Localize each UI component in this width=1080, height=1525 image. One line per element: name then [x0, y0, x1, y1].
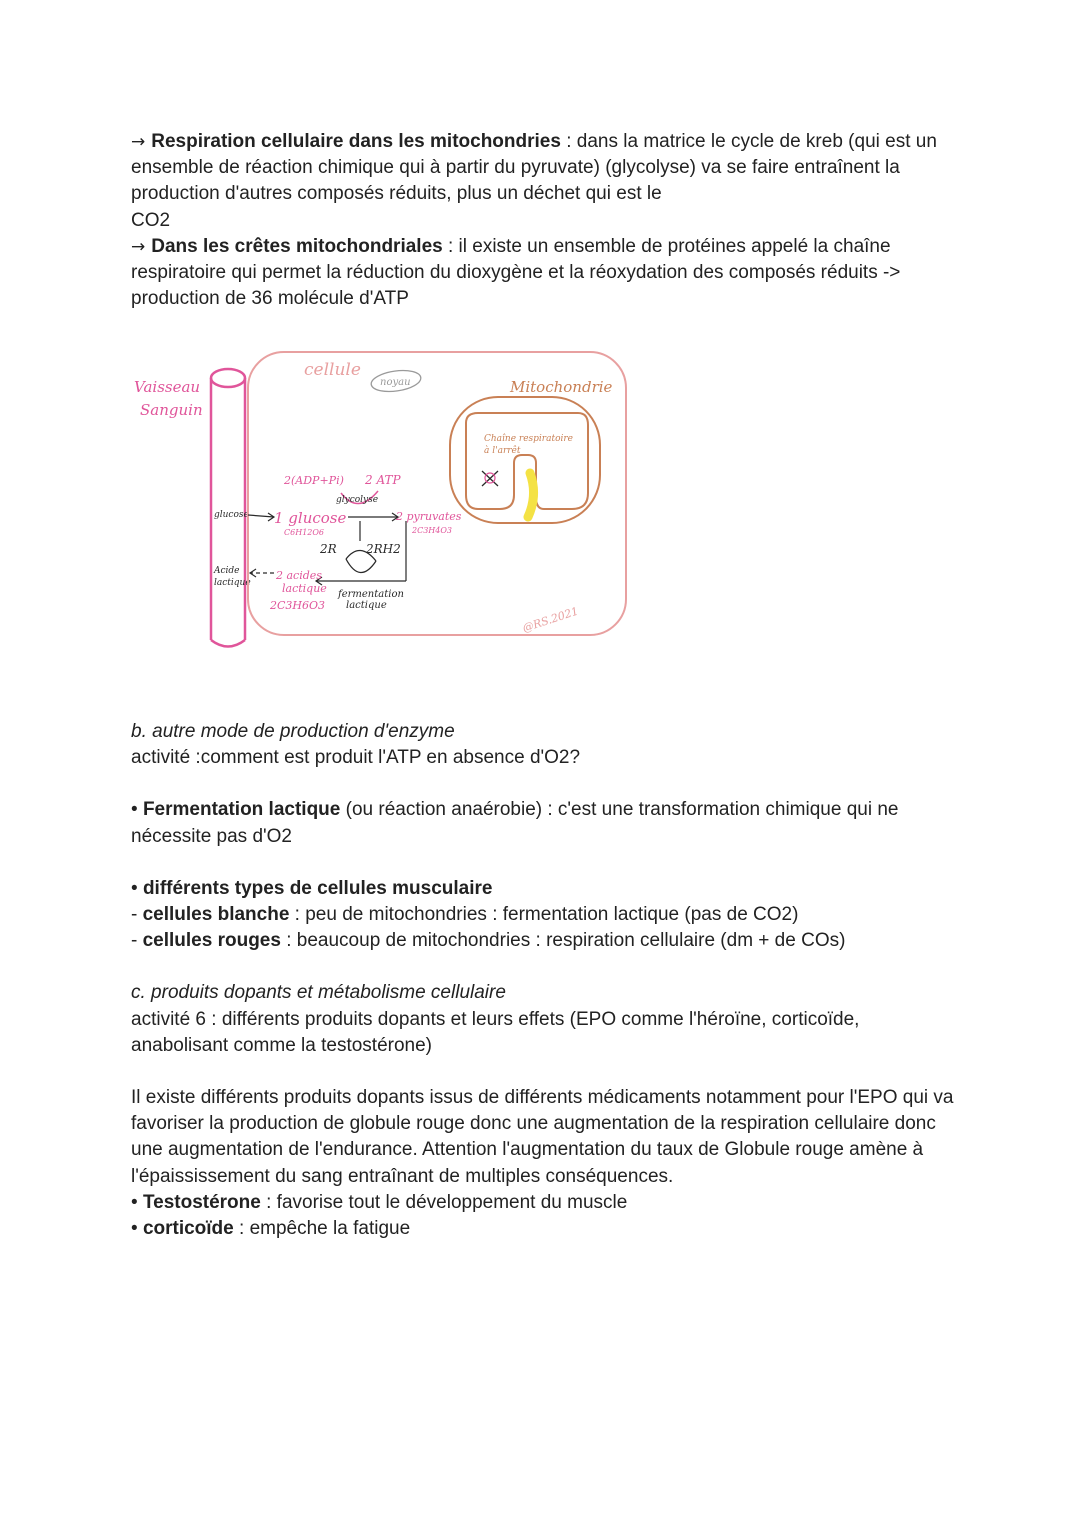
lactic-label: 2 acides — [276, 569, 322, 582]
bold-term: différents types de cellules musculaire — [142, 877, 493, 899]
arrow-right-icon: → — [131, 132, 146, 152]
bold-term: Testostérone — [142, 1191, 261, 1213]
vessel-glucose-label: glucose — [214, 510, 249, 520]
paragraph-text: : dans la matrice le cycle de kreb (qui est un ensemble de réaction chimique qui à partir du pyruvate) (glycolyse) va se faire entraînent la production d'autres composés réduits, plus un déchet qui est le — [131, 131, 937, 205]
lactic-label: lactique — [282, 582, 327, 595]
paragraph-cretes — [131, 234, 951, 313]
mitochondria-label: Mitochondrie — [510, 378, 613, 396]
rh2-label: 2RH2 — [366, 542, 401, 556]
blood-vessel — [211, 369, 245, 647]
glucose-label: 1 glucose — [274, 509, 347, 527]
pyruvate-formula: 2C3H4O3 — [412, 526, 453, 535]
dash-marker: - — [131, 904, 138, 926]
vessel-label: Vaisseau — [134, 378, 201, 396]
bullet-marker: • — [131, 1191, 138, 1213]
paragraph-respiration — [131, 129, 951, 234]
mitochondrion — [450, 397, 600, 523]
document-page — [131, 129, 951, 312]
bold-term: Dans les crêtes mitochondriales — [151, 235, 443, 257]
bullet-text: (ou réaction anaérobie) : c'est une transformation chimique qui ne nécessite pas d'O2 — [131, 799, 899, 847]
bullet-text: : favorise tout le développement du muscle — [260, 1191, 628, 1213]
dash-marker: - — [131, 930, 138, 952]
lactic-formula: 2C3H6O3 — [270, 599, 326, 612]
list-item-red — [131, 928, 961, 954]
bullet-cell-types — [131, 876, 961, 902]
cell-diagram — [126, 345, 636, 660]
paragraph-text: CO2 — [131, 209, 171, 231]
list-text: : beaucoup de mitochondries : respiration cellulaire (dm + de COs) — [280, 930, 846, 952]
paragraph-epo: Il existe différents produits dopants issus de différents médicaments notamment pour l'EPO qui va favoriser la production de globule rouge donc une augmentation de la respiration cellulaire donc une augmentation de l'endurance. Attention l'augmentation du taux de Globule rouge amène à l'épaississement du sang entraînant de multiples conséquences. — [131, 1087, 954, 1187]
fermentation-label: fermentation — [338, 589, 404, 600]
cell-label: cellule — [304, 360, 361, 380]
list-text: : peu de mitochondries : fermentation lactique (pas de CO2) — [289, 904, 799, 926]
section-title: b. autre mode de production d'enzyme — [131, 721, 455, 742]
bold-term: Respiration cellulaire dans les mitochondries — [151, 131, 561, 152]
bold-term: cellules blanche — [142, 904, 290, 926]
atp-label: 2 ATP — [365, 473, 401, 487]
fermentation-label: lactique — [346, 600, 387, 611]
list-item-white — [131, 902, 961, 928]
nucleus-label: noyau — [380, 377, 411, 388]
vessel-label: Sanguin — [140, 401, 203, 419]
vessel-lactic-label: Acide — [214, 566, 240, 576]
bold-term: corticoïde — [142, 1218, 234, 1240]
bullet-marker: • — [131, 799, 138, 821]
glycolysis-label: glycolyse — [336, 495, 379, 505]
vessel-lactic-label: lactique — [214, 578, 251, 588]
chain-label: à l'arrêt — [484, 446, 521, 456]
bold-term: cellules rouges — [142, 930, 281, 952]
activity-line: activité :comment est produit l'ATP en absence d'O2? — [131, 747, 581, 769]
pyruvate-label: 2 pyruvates — [396, 510, 462, 523]
signature: @RS.2021 — [520, 604, 581, 635]
bullet-fermentation — [131, 797, 961, 849]
r-label: 2R — [320, 542, 337, 556]
bullet-marker: • — [131, 1218, 138, 1240]
adp-label: 2(ADP+Pi) — [284, 474, 344, 487]
bullet-testosterone — [131, 1190, 961, 1216]
activity-line: activité 6 : différents produits dopants et leurs effets (EPO comme l'héroïne, corticoïde, anabolisant comme la testostérone) — [131, 1008, 860, 1056]
chain-label: Chaîne respiratoire — [484, 434, 574, 444]
bullet-text: : empêche la fatigue — [233, 1218, 411, 1240]
section-title: c. produits dopants et métabolisme cellulaire — [131, 982, 506, 1004]
bold-term: Fermentation lactique — [142, 799, 341, 821]
arrow-right-icon: → — [131, 236, 146, 257]
glucose-formula: C6H12O6 — [284, 528, 325, 537]
paragraph-text: : il existe un ensemble de protéines appelé la chaîne respiratoire qui permet la réduction du dioxygène et la réoxydation des composés réduits -> production de 36 molécule d'ATP — [131, 235, 901, 310]
bullet-corticoide — [131, 1216, 961, 1242]
bullet-marker: • — [131, 877, 138, 899]
section-b — [131, 719, 961, 1242]
